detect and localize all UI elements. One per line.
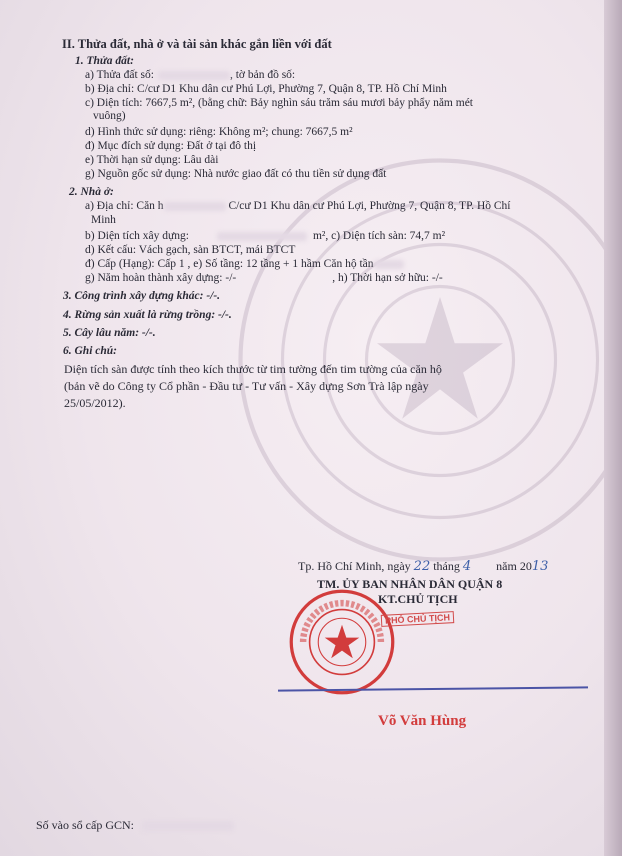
house-structure: d) Kết cấu: Vách gạch, sàn BTCT, mái BTCT: [85, 244, 296, 256]
note-line-1: Diện tích sàn được tính theo kích thước từ tim tường đến tim tường của căn hộ: [64, 362, 442, 376]
house-address-cont: Minh: [91, 214, 116, 226]
gcn-register-number: Số vào sổ cấp GCN:: [36, 819, 234, 832]
production-forest: 4. Rừng sản xuất là rừng trồng: -/-.: [63, 309, 232, 321]
other-construction: 3. Công trình xây dựng khác: -/-.: [63, 290, 221, 302]
house-grade: đ) Cấp (Hạng): Cấp 1 , e) Số tầng: 12 tầng + 1 hầm Căn hộ tần: [85, 258, 404, 271]
land-parcel-number: a) Thửa đất số: , tờ bản đồ số:: [85, 69, 296, 81]
house-address: a) Địa chỉ: Căn h C/cư D1 Khu dân cư Phú Lợi, Phường 7, Quận 8, TP. Hồ Chí: [85, 200, 511, 212]
signer-name: Võ Văn Hùng: [378, 713, 467, 729]
issuing-organization: TM. ỦY BAN NHÂN DÂN QUẬN 8: [317, 577, 503, 591]
notes-heading: 6. Ghi chú:: [63, 345, 117, 357]
redacted-floor: [374, 260, 404, 269]
section-title: II. Thửa đất, nhà ở và tài sản khác gắn liền với đất: [62, 37, 332, 51]
land-address: b) Địa chỉ: C/cư D1 Khu dân cư Phú Lợi, Phường 7, Quận 8, TP. Hồ Chí Minh: [85, 83, 447, 95]
redacted-area: [217, 232, 307, 241]
house-completion: g) Năm hoàn thành xây dựng: -/- , h) Thời hạn sở hữu: -/-: [85, 272, 443, 284]
deputy-chairman-stamp: PHÓ CHỦ TỊCH: [381, 611, 455, 627]
redacted-parcel: [158, 71, 230, 80]
land-area: c) Diện tích: 7667,5 m², (bằng chữ: Bảy nghìn sáu trăm sáu mươi bảy phẩy năm mét: [85, 97, 473, 109]
note-line-2: (bản vẽ do Công ty Cổ phần - Đầu tư - Tư vấn - Xây dựng Sơn Trà lập ngày: [64, 379, 429, 393]
signer-role: KT.CHỦ TỊCH: [378, 592, 458, 606]
page-gutter: [604, 0, 622, 856]
official-red-seal: [288, 588, 396, 696]
redacted-gcn: [142, 821, 234, 831]
land-use-form: d) Hình thức sử dụng: riêng: Không m²; chung: 7667,5 m²: [85, 126, 353, 138]
land-area-cont: vuông): [93, 110, 126, 122]
note-line-3: 25/05/2012).: [64, 396, 126, 410]
land-use-origin: g) Nguồn gốc sử dụng: Nhà nước giao đất có thu tiền sử dụng đất: [85, 168, 387, 180]
house-construction-area: b) Diện tích xây dựng: m², c) Diện tích sàn: 74,7 m²: [85, 230, 446, 242]
signing-date: Tp. Hồ Chí Minh, ngày 22 tháng 4 năm 2013: [298, 559, 549, 574]
perennial-trees: 5. Cây lâu năm: -/-.: [63, 327, 156, 339]
land-heading: 1. Thửa đất:: [75, 55, 134, 67]
land-use-purpose: đ) Mục đích sử dụng: Đất ở tại đô thị: [85, 140, 257, 152]
background-drum-pattern: [230, 150, 622, 570]
redacted-unit: [164, 202, 226, 211]
house-heading: 2. Nhà ở:: [69, 186, 114, 198]
land-use-term: e) Thời hạn sử dụng: Lâu dài: [85, 154, 219, 166]
